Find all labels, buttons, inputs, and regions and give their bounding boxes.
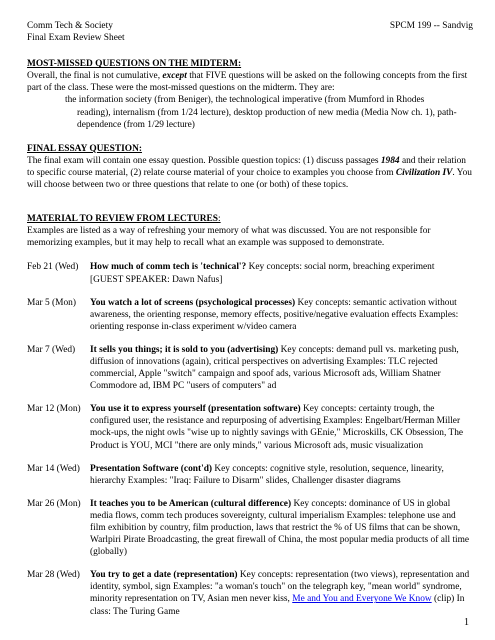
lecture-date: Mar 7 (Wed) — [27, 344, 76, 355]
essay-text-a: The final exam will contain one essay question. Possible question topics: (1) discuss passages — [27, 155, 381, 166]
course-code: SPCM 199 -- Sandvig — [389, 21, 473, 31]
midterm-list-line-3: dependence (from 1/29 lecture) — [77, 119, 195, 130]
essay-heading: FINAL ESSAY QUESTION: — [27, 143, 142, 154]
lecture-body — [90, 569, 473, 617]
midterm-heading: MOST-MISSED QUESTIONS ON THE MIDTERM: — [27, 59, 242, 70]
page-number: 1 — [464, 617, 469, 628]
lecture-date: Mar 28 (Wed) — [27, 570, 80, 581]
course-title: Comm Tech & Society — [27, 21, 113, 31]
midterm-list-line-2: reading), internalism (from 1/24 lecture), desktop production of new media (Media Now ch. 1), path- — [77, 107, 457, 118]
lecture-body — [90, 344, 473, 392]
lecture-title: You try to get a date (representation) — [90, 570, 238, 581]
lecture-text: Key concepts: demand pull vs. marketing push, diffusion of innovations (again), critical perspectives on advertising Examples: TLC rejected commercial, Apple "switch" campaign and spoof ads, various Microsoft ads, William Shatner Commodore ad, IBM PC "users of computers" ad — [90, 344, 459, 392]
lecture-entry — [27, 569, 473, 617]
lecture-entry — [27, 463, 473, 487]
essay-civilization: Civilization IV — [395, 167, 453, 178]
lecture-text-after: (clip) In class: The Turing Game — [90, 594, 465, 617]
midterm-intro — [27, 70, 473, 94]
lecture-date: Mar 5 (Mon) — [27, 297, 76, 308]
midterm-list-line-1: the information society (from Beniger), the technological imperative (from Mumford in Rhodes — [65, 95, 425, 106]
lecture-text: Key concepts: semantic activation without awareness, the orienting response, memory effects, positive/negative evaluation effects Examples: orienting response in-class experiment w/video camera — [90, 297, 459, 332]
midterm-intro-text-a: Overall, the final is not cumulative, — [27, 71, 163, 82]
lecture-date: Feb 21 (Wed) — [27, 262, 79, 273]
lecture-title: You use it to express yourself (presentation software) — [90, 404, 301, 415]
lecture-title: It teaches you to be American (cultural difference) — [90, 498, 292, 509]
lecture-body — [90, 403, 473, 451]
lectures-heading — [27, 213, 473, 225]
lecture-date: Mar 12 (Mon) — [27, 404, 81, 415]
lecture-body — [90, 297, 473, 333]
lectures-intro: Examples are listed as a way of refreshing your memory of what was discussed. You are not responsible for memorizing examples, but it may help to recall what an example was supposed to demonstrate. — [27, 226, 431, 249]
essay-text — [27, 155, 473, 191]
midterm-intro-text-b: that FIVE questions will be asked on the following concepts from the first part of the class. These were the most-missed questions on the midterm. They are: — [27, 71, 468, 94]
lecture-guest: [GUEST SPEAKER: Dawn Nafus] — [90, 274, 223, 285]
lecture-entry — [27, 344, 473, 392]
film-link[interactable]: Me and You and Everyone We Know — [292, 594, 432, 605]
lecture-title: It sells you things; it is sold to you (advertising) — [90, 344, 279, 355]
lecture-date: Mar 14 (Wed) — [27, 463, 80, 474]
header-left — [27, 20, 125, 44]
document-header — [27, 20, 473, 44]
lecture-title: How much of comm tech is 'technical'? — [90, 262, 247, 273]
lecture-date: Mar 26 (Mon) — [27, 498, 81, 509]
lectures-heading-text: MATERIAL TO REVIEW FROM LECTURES — [27, 214, 219, 225]
document-page — [27, 20, 473, 618]
lecture-title: You watch a lot of screens (psychological processes) — [90, 297, 296, 308]
lecture-entry — [27, 498, 473, 558]
lecture-entry — [27, 297, 473, 333]
sheet-title: Final Exam Review Sheet — [27, 33, 125, 44]
essay-1984: 1984 — [380, 155, 400, 166]
lecture-entry — [27, 403, 473, 451]
lecture-text: Key concepts: dominance of US in global media flows, comm tech produces sovereignty, cultural imperialism Examples: telephone use and film exhibition by country, film production, laws that restrict the % of US films that can be shown, Warlpiri Pirate Broadcasting, the great firewall of China, the most popular media products of all time (globally) — [90, 498, 470, 558]
essay-text-b: and their relation to specific course material, (2) relate course material of your choice to examples you choose from — [27, 155, 466, 178]
lecture-text: Key concepts: certainty trough, the configured user, the resistance and repurposing of advertising Examples: Engelbart/Herman Miller mock-ups, the night owls "wise up to nightly savings with GEnie," Microskills, CK Obsession, The Product is YOU, MCI "there are only minds," various Microsoft ads, music visualization — [90, 404, 464, 451]
essay-text-c: . You will choose between two or three questions that relate to one (or both) of these topics. — [27, 167, 472, 191]
lecture-body — [90, 261, 473, 285]
midterm-intro-except: except — [162, 71, 187, 82]
lecture-body — [90, 463, 473, 487]
lecture-title: Presentation Software (cont'd) — [90, 463, 213, 474]
lecture-entry — [27, 261, 473, 285]
lecture-text: Key concepts: social norm, breaching experiment — [246, 262, 435, 273]
lecture-body — [90, 498, 473, 558]
lecture-text: Key concepts: cognitive style, resolution, sequence, linearity, hierarchy Examples: "Iraq: Failure to Disarm" slides, Challenger disaster diagrams — [90, 463, 444, 486]
lecture-text: Key concepts: representation (two views), representation and identity, symbol, sign Examples: "a woman's touch" on the telegraph key, "mean world" syndrome, minority representation on TV, Asian men never kiss, — [90, 570, 470, 605]
lectures-heading-colon: : — [218, 214, 221, 225]
